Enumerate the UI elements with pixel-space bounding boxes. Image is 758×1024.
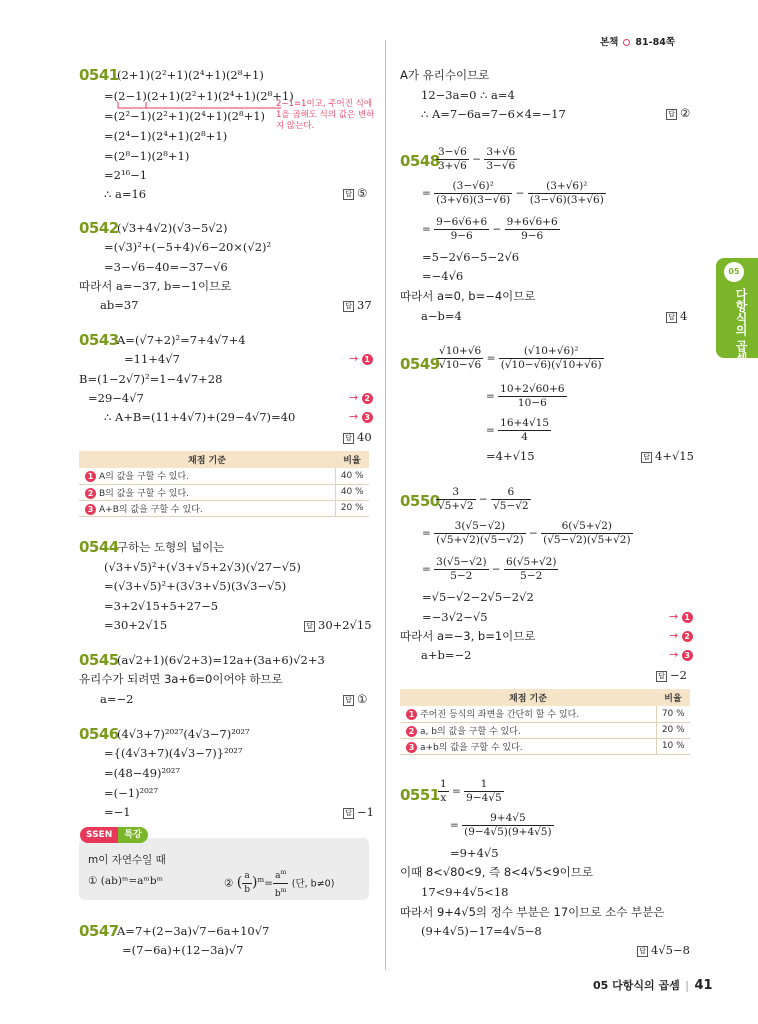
- p0543-line2: =11+4√7: [124, 352, 180, 366]
- table-row: 2 a, b의 값을 구할 수 있다. 20 %: [400, 722, 690, 738]
- page-footer: [593, 977, 713, 993]
- answer-box-icon: 답: [343, 189, 354, 200]
- problem-number-0544: 0544: [79, 538, 119, 556]
- score-header-rate: 비율: [335, 451, 369, 468]
- p0550-line4: =√5−√2−2√5−2√2: [422, 590, 534, 604]
- p0549-line2: = $\frac{10+2√60+6}{10-6}$: [486, 383, 565, 409]
- chapter-number-badge: 05: [724, 262, 744, 282]
- score-table-0543: [79, 451, 369, 517]
- p0545-line1: (a√2+1)(6√2+3)=12a+(3a+6)√2+3: [117, 653, 325, 667]
- score-header-criteria: 채점 기준: [400, 689, 656, 706]
- p0546-line2: ={(4√3+7)(4√3−7)}²⁰²⁷: [104, 746, 243, 760]
- score-header-rate: 비율: [656, 689, 690, 706]
- p0549-answer: 답 4+√15: [641, 449, 694, 463]
- p0548-line3: = $\frac{9-6√6+6}{9-6}$ − $\frac{9+6√6+6}{9-6}$: [422, 216, 558, 242]
- p0543-line1: A=(√7+2)²=7+4√7+4: [117, 333, 246, 347]
- p0543-step2: → 2: [349, 391, 373, 404]
- p0541-note: 2−1=1이고, 주어진 식에 1을 곱해도 식의 값은 변하 지 않는다.: [276, 99, 375, 131]
- p0542-line4: 따라서 a=−37, b=−1이므로: [79, 279, 232, 293]
- p0543-line5: ∴ A+B=(11+4√7)+(29−4√7)=40: [104, 410, 296, 424]
- table-row: 1 A의 값을 구할 수 있다. 40 %: [79, 468, 369, 484]
- page-header: [600, 34, 675, 48]
- p0551-line7: (9+4√5)−17=4√5−8: [421, 924, 542, 938]
- p0541-line1: (2+1)(2²+1)(2⁴+1)(2⁸+1): [117, 68, 264, 82]
- table-row: 1 주어진 등식의 좌변을 간단히 할 수 있다. 70 %: [400, 706, 690, 722]
- header-dot-icon: [623, 39, 630, 46]
- footer-page-number: 41: [694, 978, 713, 993]
- p0549-line4: =4+√15: [486, 449, 535, 463]
- ssen-badge: SSEN 특강: [80, 827, 148, 843]
- p0551-line6: 따라서 9+4√5의 정수 부분은 17이므로 소수 부분은: [400, 905, 665, 919]
- p0546-line3: =(48−49)²⁰²⁷: [104, 766, 180, 780]
- answer-box-icon: 답: [343, 301, 354, 312]
- ssen-rule2: ② ( $\frac{a}{b}$ )$^m$= $\frac{a^m}{b^m}$ (단, b≠0): [224, 866, 334, 901]
- p0544-line4: =3+2√15+5+27−5: [104, 599, 219, 613]
- p0544-line5: =30+2√15: [104, 618, 168, 632]
- p0550-line3: = $\frac{3(√5-√2)}{5-2}$ − $\frac{6(√5+√2)}{5-2}$: [422, 556, 557, 582]
- answer-box-icon: 답: [656, 671, 667, 682]
- p0544-line2: (√3+√5)²+(√3+√5+2√3)(√27−√5): [104, 560, 301, 574]
- p0549-line3: = $\frac{16+4√15}{4}$: [486, 417, 550, 443]
- p0548-line6: 따라서 a=0, b=−4이므로: [400, 289, 536, 303]
- p0550-line7: a+b=−2: [421, 648, 472, 662]
- p0548-line1: $\frac{3-√6}{3+√6}$ − $\frac{3+√6}{3-√6}$: [438, 146, 516, 172]
- problem-number-0542: 0542: [79, 219, 119, 237]
- p0543-answer: 답 40: [343, 430, 372, 444]
- p0546-line5: =−1: [104, 805, 131, 819]
- table-row: 3 a+b의 값을 구할 수 있다. 10 %: [400, 738, 690, 754]
- answer-box-icon: 답: [666, 109, 677, 120]
- problem-number-0551: 0551: [400, 786, 440, 804]
- problem-number-0549: 0549: [400, 355, 440, 373]
- p0541-line5: =(2⁸−1)(2⁸+1): [104, 149, 190, 163]
- p0551-line4: 이때 8<√80<9, 즉 8<4√5<9이므로: [400, 865, 594, 879]
- p0548-line4: =5−2√6−5−2√6: [422, 250, 520, 264]
- ssen-intro: m이 자연수일 때: [88, 854, 166, 866]
- p0547-line2: =(7−6a)+(12−3a)√7: [122, 943, 244, 957]
- header-pages: 81-84쪽: [635, 37, 675, 48]
- chapter-side-title: 다항식의 곱셈: [734, 288, 748, 365]
- p0550-step3: → 3: [669, 648, 693, 661]
- p0545-line3: a=−2: [100, 692, 134, 706]
- p0541-line6: =2¹⁶−1: [104, 168, 148, 182]
- score-table-0550: [400, 689, 690, 755]
- p0541-line2: =(2−1)(2+1)(2²+1)(2⁴+1)(2⁸+1): [104, 89, 294, 103]
- p0547-line1: A=7+(2−3a)√7−6a+10√7: [117, 924, 270, 938]
- footer-separator: |: [685, 979, 689, 992]
- problem-number-0547: 0547: [79, 922, 119, 940]
- footer-chapter: 05 다항식의 곱셈: [593, 979, 680, 992]
- p0547b-line2: 12−3a=0 ∴ a=4: [421, 88, 515, 102]
- header-book: 본책: [600, 37, 619, 48]
- p0550-step2: → 2: [669, 629, 693, 642]
- p0541-line3: =(2²−1)(2²+1)(2⁴+1)(2⁸+1): [104, 109, 266, 123]
- p0551-line5: 17<9+4√5<18: [421, 885, 509, 899]
- p0541-line4: =(2⁴−1)(2⁴+1)(2⁸+1): [104, 129, 228, 143]
- p0544-line1: 구하는 도형의 넓이는: [117, 540, 225, 554]
- p0543-line3: B=(1−2√7)²=1−4√7+28: [79, 372, 223, 386]
- column-divider: [385, 40, 386, 970]
- p0542-line3: =3−√6−40=−37−√6: [104, 260, 228, 274]
- p0551-line3: =9+4√5: [450, 846, 499, 860]
- p0543-step1: → 1: [349, 352, 373, 365]
- problem-number-0543: 0543: [79, 331, 119, 349]
- answer-box-icon: 답: [641, 452, 652, 463]
- problem-number-0548: 0548: [400, 152, 440, 170]
- p0546-line1: (4√3+7)²⁰²⁷(4√3−7)²⁰²⁷: [117, 727, 250, 741]
- p0549-line1: $\frac{√10+√6}{√10-√6}$ = $\frac{\text{(√10+√6)²}}{(√10-√6)(√10+√6)}$: [439, 345, 602, 371]
- score-header-criteria: 채점 기준: [79, 451, 335, 468]
- problem-number-0541: 0541: [79, 66, 119, 84]
- p0551-line2: = $\frac{9+4√5}{(9-4√5)(9+4√5)}$: [450, 812, 552, 838]
- table-row: 2 B의 값을 구할 수 있다. 40 %: [79, 484, 369, 500]
- p0548-line5: =−4√6: [422, 269, 464, 283]
- p0542-answer: 답 37: [343, 298, 372, 312]
- problem-number-0550: 0550: [400, 492, 440, 510]
- p0551-line1: $\frac{1}{x}$ = $\frac{1}{9-4√5}$: [440, 778, 502, 804]
- p0550-line5: =−3√2−√5: [422, 610, 488, 624]
- answer-box-icon: 답: [304, 621, 315, 632]
- answer-box-icon: 답: [666, 312, 677, 323]
- p0544-line3: =(√3+√5)²+(3√3+√5)(3√3−√5): [104, 579, 287, 593]
- p0546-line4: =(−1)²⁰²⁷: [104, 786, 159, 800]
- p0548-line7: a−b=4: [421, 309, 462, 323]
- answer-box-icon: 답: [343, 695, 354, 706]
- p0550-line2: = $\frac{3(√5-√2)}{(√5+√2)(√5-√2)}$ − $\frac{6(√5+√2)}{(√5-√2)(√5+√2)}$: [422, 520, 631, 546]
- p0544-answer: 답 30+2√15: [304, 618, 372, 632]
- answer-box-icon: 답: [637, 946, 648, 957]
- answer-box-icon: 답: [343, 808, 354, 819]
- p0550-line6: 따라서 a=−3, b=1이므로: [400, 629, 536, 643]
- p0546-answer: 답 −1: [343, 805, 374, 819]
- p0547b-answer: 답 ②: [666, 106, 690, 120]
- problem-number-0545: 0545: [79, 651, 119, 669]
- p0547b-line3: ∴ A=7−6a=7−6×4=−17: [421, 107, 566, 121]
- p0541-answer: 답 ⑤: [343, 186, 367, 200]
- p0543-line4: =29−4√7: [88, 391, 144, 405]
- p0542-line1: (√3+4√2)(√3−5√2): [117, 221, 228, 235]
- p0541-line7: ∴ a=16: [104, 187, 147, 201]
- p0545-answer: 답 ①: [343, 692, 367, 706]
- answer-box-icon: 답: [343, 433, 354, 444]
- problem-number-0546: 0546: [79, 725, 119, 743]
- table-row: 3 A+B의 값을 구할 수 있다. 20 %: [79, 500, 369, 516]
- p0550-line1: $\frac{3}{√5+√2}$ − $\frac{6}{√5-√2}$: [438, 486, 529, 512]
- ssen-rule1: ① (ab)ᵐ=aᵐbᵐ: [88, 875, 164, 887]
- p0548-answer: 답 4: [666, 309, 687, 323]
- p0547b-line1: A가 유리수이므로: [400, 68, 490, 82]
- p0550-answer: 답 −2: [656, 668, 687, 682]
- p0543-step3: → 3: [349, 410, 373, 423]
- p0550-step1: → 1: [669, 610, 693, 623]
- p0542-line5: ab=37: [100, 298, 139, 312]
- p0551-answer: 답 4√5−8: [637, 943, 690, 957]
- p0542-line2: =(√3)²+(−5+4)√6−20×(√2)²: [104, 240, 272, 254]
- p0548-line2: = $\frac{\text{(3−√6)²}}{(3+√6)(3-√6)}$ − $\frac{\text{(3+√6)²}}{(3-√6)(3+√6)}$: [422, 180, 604, 206]
- p0545-line2: 유리수가 되려면 3a+6=0이어야 하므로: [79, 672, 283, 686]
